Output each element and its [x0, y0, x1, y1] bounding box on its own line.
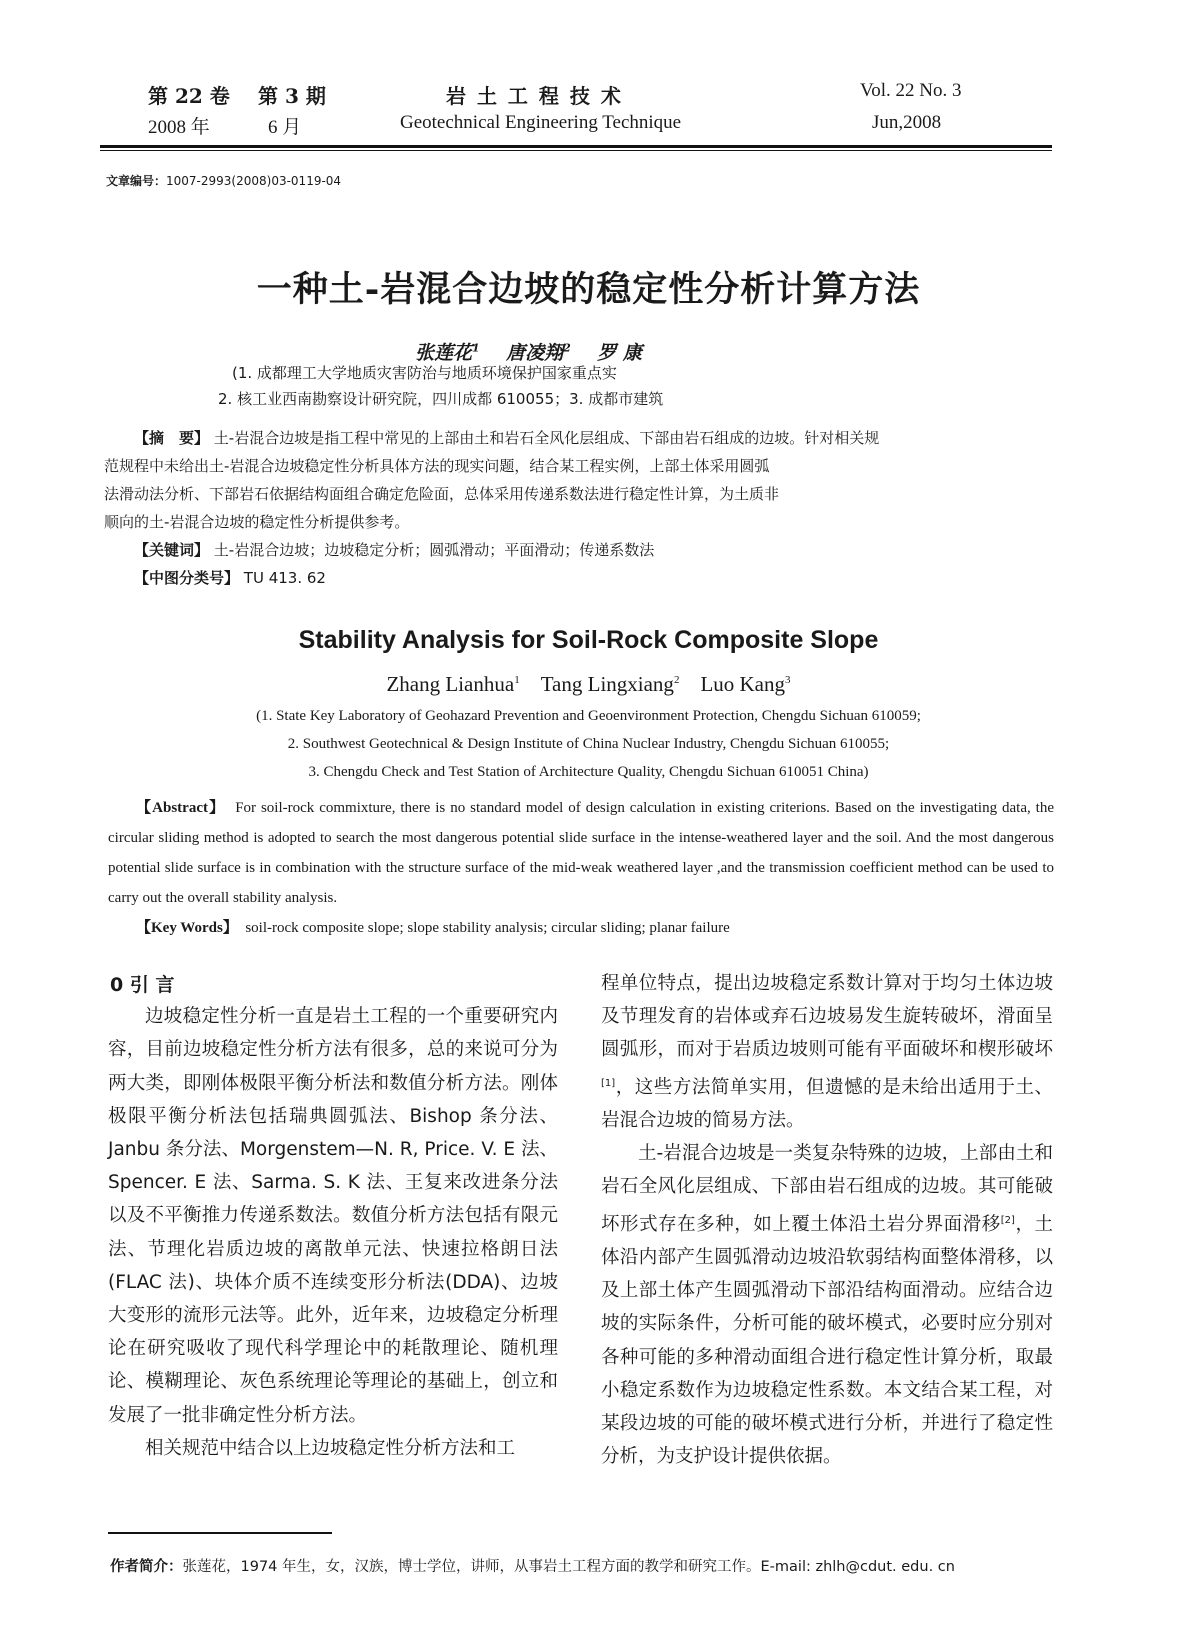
- clc-cn-value: TU 413. 62: [243, 569, 326, 587]
- article-number: [106, 172, 341, 189]
- abstract-cn: [104, 424, 1054, 592]
- year-cn: 2008 年: [148, 117, 210, 138]
- citation-2: [2]: [1000, 1214, 1015, 1226]
- author-en-1: Zhang Lianhua: [386, 672, 515, 696]
- author-cn-1: 张莲花: [415, 342, 473, 364]
- author-cn-2: 唐凌翔: [506, 342, 564, 364]
- paragraph-left-1: 边坡稳定性分析一直是岩土工程的一个重要研究内容，目前边坡稳定性分析方法有很多，总的来说可分为两大类，即刚体极限平衡分析法和数值分析方法。刚体极限平衡分析法包括瑞典圆弧法、Bishop 条分法、Janbu 条分法、Morgenstem—N. R, Price. V. E 法、Spencer. E 法、Sarma. S. K 法、王复来改进条分法以及不平衡推力传递系数法。数值分析方法包括有限元法、节理化岩质边坡的离散单元法、快速拉格朗日法(FLAC 法)、块体介质不连续变形分析法(DDA)、边坡大变形的流形元法等。此外，近年来，边坡稳定分析理论在研究吸收了现代科学理论中的耗散理论、随机理论、模糊理论、灰色系统理论等理论的基础上，创立和发展了一批非确定性分析方法。: [108, 1006, 558, 1426]
- abstract-en-label: 【Abstract】: [136, 800, 226, 816]
- affiliation-cn-2: 2. 核工业西南勘察设计研究院，四川成都 610055；3. 成都市建筑: [218, 390, 664, 408]
- body-column-left: [108, 967, 558, 1465]
- author-en-1-sup: 1: [514, 674, 520, 686]
- affiliation-cn-1: (1. 成都理工大学地质灾害防治与地质环境保护国家重点实: [232, 364, 617, 382]
- abstract-cn-line-2: 范规程中未给出土-岩混合边坡稳定性分析具体方法的现实问题，结合某工程实例，上部土体采用圆弧: [104, 457, 770, 475]
- abstract-en-text: For soil-rock commixture, there is no standard model of design calculation in existing criterions. Based on the investigating data, the circular sliding method is adopted to search the most dangerous potential slide surface in the intense-weathered layer and the soil. And the most dangerous potential slide surface is in combination with the structure surface of the mid-weak weathered layer ,and the transmission coefficient method can be used to carry out the overall stability analysis.: [108, 800, 1054, 906]
- section-heading: 0 引 言: [110, 974, 175, 996]
- authors-cn: [415, 338, 642, 365]
- keywords-en-value: soil-rock composite slope; slope stability analysis; circular sliding; planar failure: [245, 920, 730, 936]
- abstract-cn-line-4: 顺向的土-岩混合边坡的稳定性分析提供参考。: [104, 513, 410, 531]
- paragraph-right-1a: 程单位特点，提出边坡稳定系数计算对于均匀土体边坡及节理发育的岩体或弃石边坡易发生旋转破坏，滑面呈圆弧形，而对于岩质边坡则可能有平面破坏和楔形破坏: [601, 973, 1053, 1061]
- footnote-text: 张莲花，1974 年生，女，汉族，博士学位，讲师，从事岩土工程方面的教学和研究工作。E-mail: zhlh@cdut. edu. cn: [182, 1559, 955, 1575]
- article-number-label: 文章编号：: [106, 174, 167, 188]
- affiliation-en-3: 3. Chengdu Check and Test Station of Architecture Quality, Chengdu Sichuan 610051 China): [308, 764, 869, 780]
- author-en-3: Luo Kang: [700, 672, 786, 696]
- month-cn: 6 月: [268, 117, 302, 138]
- clc-cn-label: 【中图分类号】: [134, 569, 240, 587]
- keywords-en-label: 【Key Words】: [136, 920, 238, 936]
- affiliation-en-1: (1. State Key Laboratory of Geohazard Prevention and Geoenvironment Protection, Chengdu Sichuan 610059;: [256, 708, 921, 724]
- abstract-en: [108, 793, 1054, 943]
- footnote-label: 作者简介：: [110, 1559, 183, 1575]
- footnote-rule: [108, 1532, 332, 1534]
- affiliation-en-2: 2. Southwest Geotechnical & Design Institute of China Nuclear Industry, Chengdu Sichuan 610055;: [287, 736, 890, 752]
- journal-name-cn: 岩 土 工 程 技 术: [446, 84, 623, 108]
- paragraph-left-2: 相关规范中结合以上边坡稳定性分析方法和工: [145, 1437, 516, 1459]
- title-en: Stability Analysis for Soil-Rock Composite Slope: [298, 626, 879, 654]
- article-number-value: 1007-2993(2008)03-0119-04: [166, 174, 342, 188]
- keywords-cn-label: 【关键词】: [134, 541, 210, 559]
- authors-en: [0, 672, 1177, 697]
- footnote: [110, 1555, 955, 1576]
- journal-name-en: Geotechnical Engineering Technique: [400, 112, 682, 133]
- author-cn-1-sup: 1: [472, 341, 480, 355]
- author-en-3-sup: 3: [785, 674, 791, 686]
- issue-cn: 第 3 期: [258, 84, 326, 108]
- keywords-cn-value: 土-岩混合边坡；边坡稳定分析；圆弧滑动；平面滑动；传递系数法: [213, 541, 655, 559]
- author-en-2: Tang Lingxiang: [540, 672, 674, 696]
- paragraph-right-2b: ，土体沿内部产生圆弧滑动边坡沿软弱结构面整体滑移，以及上部土体产生圆弧滑动下部沿结构面滑动。应结合边坡的实际条件，分析可能的破坏模式，必要时应分别对各种可能的多种滑动面组合进行稳定性计算分析，取最小稳定系数作为边坡稳定性系数。本文结合某工程，对某段边坡的可能的破坏模式进行分析，并进行了稳定性分析，为支护设计提供依据。: [601, 1213, 1053, 1468]
- abstract-cn-line-1: 土-岩混合边坡是指工程中常见的上部由土和岩石全风化层组成、下部由岩石组成的边坡。针对相关规: [213, 429, 880, 447]
- paragraph-right-2a: 土-岩混合边坡是一类复杂特殊的边坡，上部由土和岩石全风化层组成、下部由岩石组成的边坡。其可能破坏形式存在多种，如上覆土体沿土岩分界面滑移: [601, 1143, 1053, 1235]
- citation-1: [1]: [601, 1077, 616, 1089]
- title-cn: 一种土-岩混合边坡的稳定性分析计算方法: [256, 269, 921, 310]
- author-cn-2-sup: 2: [563, 341, 571, 355]
- volume-en: Vol. 22 No. 3: [860, 80, 962, 101]
- author-en-2-sup: 2: [673, 674, 680, 686]
- abstract-cn-line-3: 法滑动法分析、下部岩石依据结构面组合确定危险面，总体采用传递系数法进行稳定性计算，为土质非: [104, 485, 780, 503]
- volume-cn: 第 22 卷: [148, 84, 230, 108]
- author-cn-3: 罗 康: [597, 342, 642, 364]
- paragraph-right-1b: ，这些方法简单实用，但遗憾的是未给出适用于土、岩混合边坡的简易方法。: [601, 1076, 1053, 1131]
- abstract-cn-label: 【摘 要】: [134, 429, 210, 447]
- body-column-right: [601, 967, 1053, 1473]
- masthead-rule-thin: [100, 150, 1052, 151]
- masthead-rule-thick: [100, 145, 1052, 148]
- date-en: Jun,2008: [872, 112, 942, 133]
